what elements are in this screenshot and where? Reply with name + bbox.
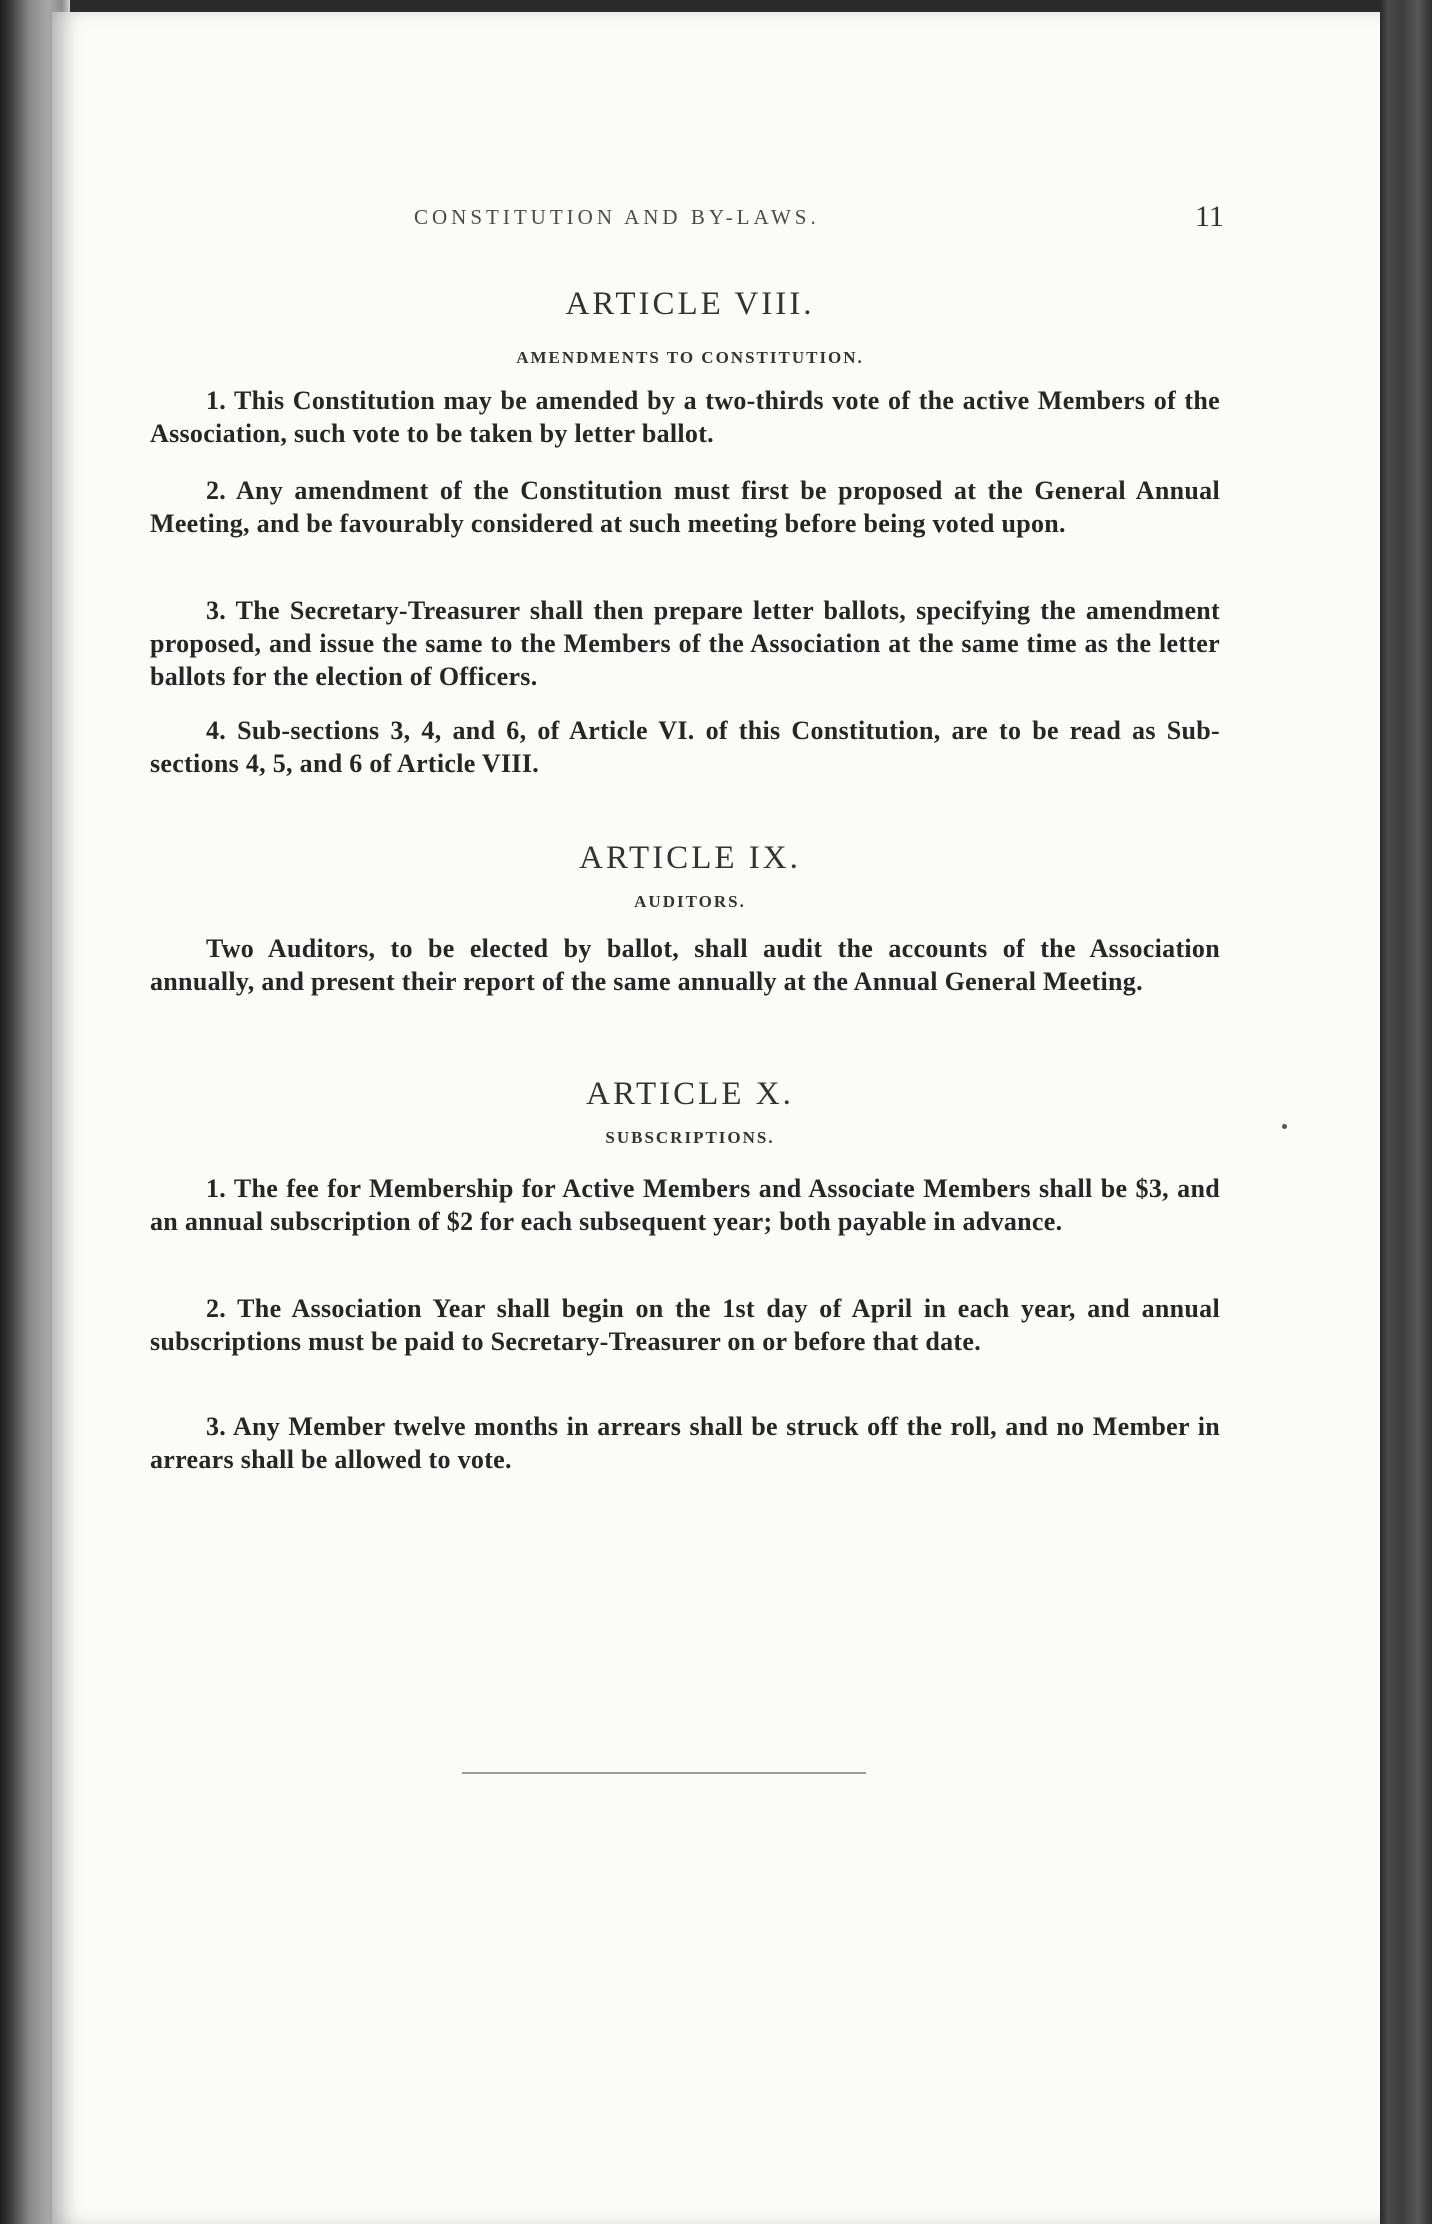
article-paragraph: 4. Sub-sections 3, 4, and 6, of Article VI. of this Constitution, are to be read as Sub-sections 4, 5, and 6 of Article VIII. — [150, 716, 1220, 778]
running-header: CONSTITUTION AND BY-LAWS. — [414, 205, 820, 229]
article-paragraph: Two Auditors, to be elected by ballot, shall audit the accounts of the Association annually, and present their report of the same annually at the Annual General Meeting. — [150, 934, 1220, 996]
article-title: ARTICLE IX. — [579, 840, 801, 876]
article-subtitle: SUBSCRIPTIONS. — [605, 1128, 775, 1147]
article-paragraph: 2. Any amendment of the Constitution must first be proposed at the General Annual Meeting, and be favourably considered at such meeting before being voted upon. — [150, 476, 1220, 538]
article-subtitle: AMENDMENTS TO CONSTITUTION. — [516, 348, 864, 367]
article-paragraph: 1. This Constitution may be amended by a two-thirds vote of the active Members of the Association, such vote to be taken by letter ballot. — [150, 386, 1220, 448]
article-paragraph: 3. The Secretary-Treasurer shall then prepare letter ballots, specifying the amendment proposed, and issue the same to the Members of the Association at the same time as the letter ballots for the election of Officers. — [150, 596, 1220, 691]
article-subtitle: AUDITORS. — [634, 892, 746, 911]
article-paragraph: 2. The Association Year shall begin on the 1st day of April in each year, and annual subscriptions must be paid to Secretary-Treasurer on or before that date. — [150, 1294, 1220, 1356]
article-paragraph: 3. Any Member twelve months in arrears shall be struck off the roll, and no Member in arrears shall be allowed to vote. — [150, 1412, 1220, 1474]
print-speck — [1282, 1124, 1287, 1129]
book-page — [52, 12, 1380, 2224]
article-title: ARTICLE VIII. — [565, 286, 815, 322]
section-end-rule — [462, 1772, 866, 1774]
article-title: ARTICLE X. — [586, 1076, 794, 1112]
book-right-edge — [1380, 0, 1432, 2224]
article-paragraph: 1. The fee for Membership for Active Members and Associate Members shall be $3, and an annual subscription of $2 for each subsequent year; both payable in advance. — [150, 1174, 1220, 1236]
page-number: 11 — [1195, 200, 1224, 233]
